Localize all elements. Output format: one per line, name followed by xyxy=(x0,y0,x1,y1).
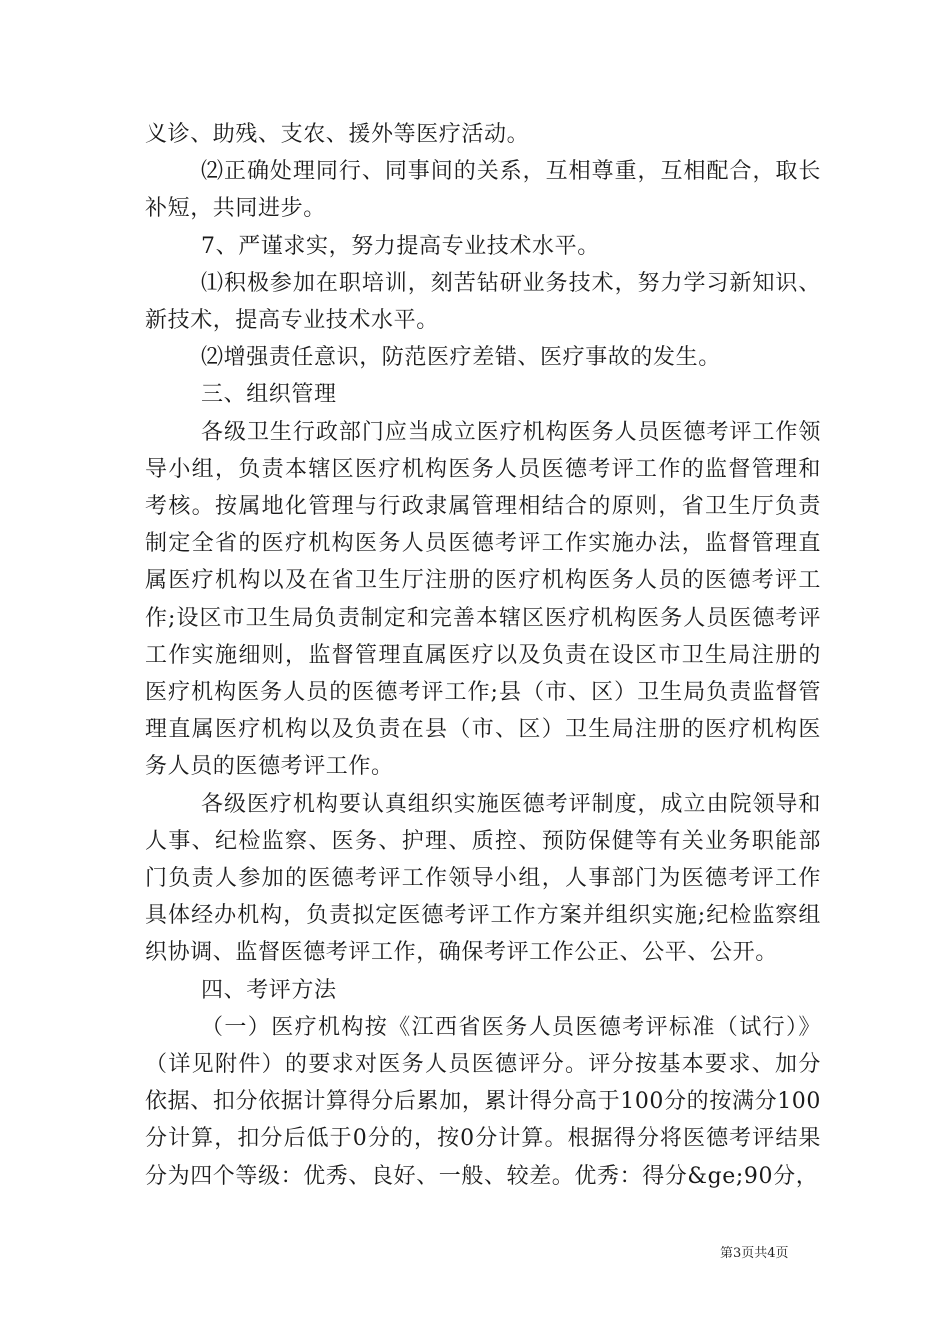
document-body xyxy=(145,116,821,1195)
page-number: 第3页共4页 xyxy=(720,1246,789,1261)
paragraph-health-departments: 各级卫生行政部门应当成立医疗机构医务人员医德考评工作领导小组，负责本辖区医疗机构医务人员医德考评工作的监督管理和考核。按属地化管理与行政隶属管理相结合的原则，省卫生厅负责制定全省的医疗机构医务人员医德考评工作实施办法，监督管理直属医疗机构以及在省卫生厅注册的医疗机构医务人员的医德考评工作;设区市卫生局负责制定和完善本辖区医疗机构医务人员医德考评工作实施细则，监督管理直属医疗以及负责在设区市卫生局注册的医疗机构医务人员的医德考评工作;县（市、区）卫生局负责监督管理直属医疗机构以及负责在县（市、区）卫生局注册的医疗机构医务人员的医德考评工作。 xyxy=(145,419,821,780)
paragraph-continuation: 义诊、助残、支农、援外等医疗活动。 xyxy=(145,122,530,147)
paragraph-item-2-responsibility: ⑵增强责任意识，防范医疗差错、医疗事故的发生。 xyxy=(201,345,721,371)
paragraph-medical-institutions: 各级医疗机构要认真组织实施医德考评制度，成立由院领导和人事、纪检监察、医务、护理、质控、预防保健等有关业务职能部门负责人参加的医德考评工作领导小组，人事部门为医德考评工作具体经办机构，负责拟定医德考评工作方案并组织实施;纪检监察组织协调、监督医德考评工作，确保考评工作公正、公平、公开。 xyxy=(145,791,821,966)
paragraph-heading-7: 7、严谨求实，努力提高专业技术水平。 xyxy=(201,233,600,259)
paragraph-item-1-training: ⑴积极参加在职培训，刻苦钻研业务技术，努力学习新知识、新技术，提高专业技术水平。 xyxy=(145,270,821,334)
paragraph-scoring-method: （一）医疗机构按《江西省医务人员医德考评标准（试行）》（详见附件）的要求对医务人员医德评分。评分按基本要求、加分依据、扣分依据计算得分后累加，累计得分高于100分的按满分100分计算，扣分后低于0分的，按0分计算。根据得分将医德考评结果分为四个等级：优秀、良好、一般、较差。优秀：得分&ge;90分， xyxy=(145,1014,821,1189)
section-heading-methods: 四、考评方法 xyxy=(201,977,337,1003)
paragraph-item-2-colleague-relations: ⑵正确处理同行、同事间的关系，互相尊重，互相配合，取长补短，共同进步。 xyxy=(145,159,821,222)
section-heading-organization: 三、组织管理 xyxy=(201,382,337,408)
